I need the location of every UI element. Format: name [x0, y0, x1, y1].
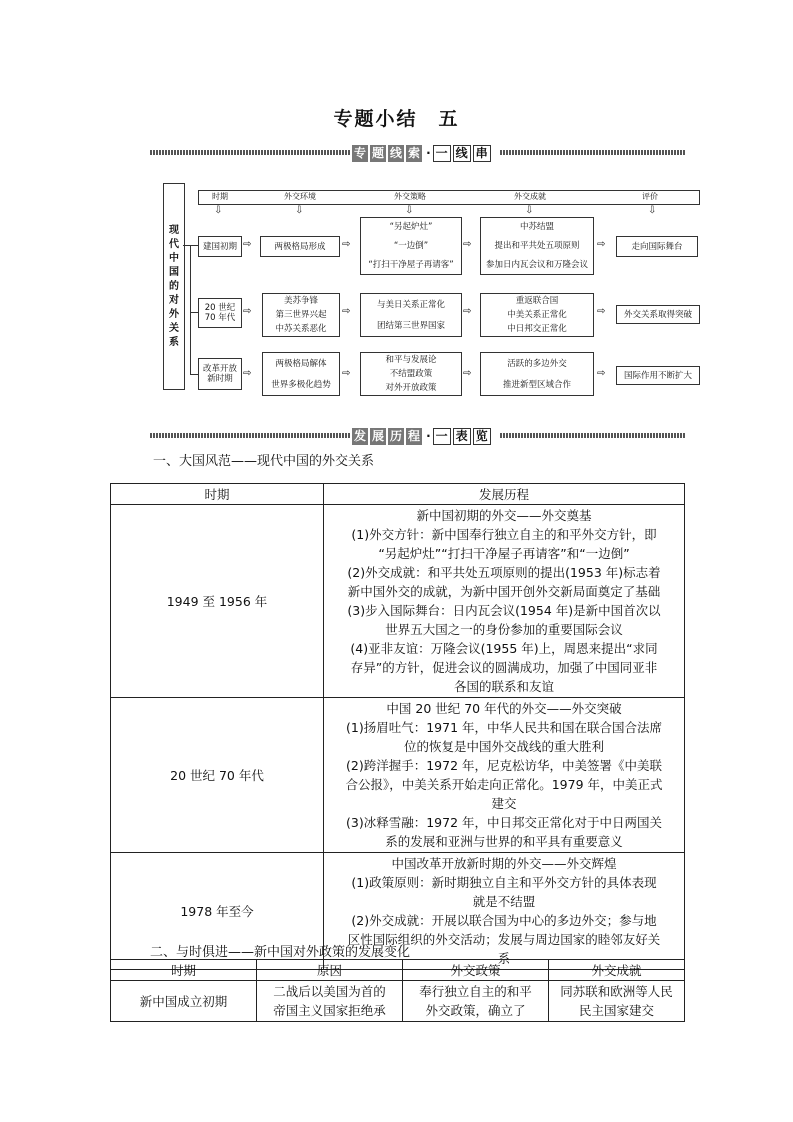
down-arrow: ⇩ [295, 205, 304, 216]
table-cell-period: 1949 至 1956 年 [111, 505, 324, 698]
banner-char: 历 [390, 428, 403, 443]
policy-table [110, 959, 685, 1022]
banner-char: 一 [433, 145, 451, 162]
diagram-header-eval: 评价 [642, 192, 658, 201]
banner-char: 线 [390, 145, 403, 160]
diagram-achieve-2: 重返联合国 中美关系正常化 中日邦交正常化 [480, 293, 594, 337]
diagram-strategy-3: 和平与发展论 不结盟政策 对外开放政策 [360, 352, 462, 396]
diagram-achieve-1: 中苏结盟 提出和平共处五项原则 参加日内瓦会议和万隆会议 [480, 217, 594, 275]
diagram-left-title: 现 代 中 国 的 对 外 关 系 [169, 224, 179, 348]
down-arrow: ⇩ [525, 205, 534, 216]
table-header: 原因 [257, 960, 403, 981]
table-cell-history: 中国改革开放新时期的外交——外交辉煌 (1)政策原则：新时期独立自主和平外交方针的具体表现 就是不结盟 (2)外交成就：开展以联合国为中心的多边外交；参与地 区性国际组织的外交活动；发展与周边国家的睦邻友好关 系 [324, 853, 685, 970]
banner-char: 表 [453, 428, 471, 445]
table-cell-history: 新中国初期的外交——外交奠基 (1)外交方针：新中国奉行独立自主的和平外交方针，即 “另起炉灶”“打扫干净屋子再请客”和“一边倒” (2)外交成就：和平共处五项原则的提出(1953 年)标志着 新中国外交的成就，为新中国开创外交新局面奠定了基础 (3)步入国际舞台：日内瓦会议(1954 年)是新中国首次以 世界五大国之一的身份参加的重要国际会议 (4)亚非友谊：万隆会议(1955 年)上，周恩来提出“求同 存异”的方针，促进会议的圆满成功，加强了中国同亚非 各国的联系和友谊 [324, 505, 685, 698]
diagram-left-title-box [163, 183, 185, 390]
right-arrow: ⇨ [342, 368, 351, 379]
banner-dot: · [426, 429, 431, 443]
diagram-eval-1: 走向国际舞台 [616, 236, 698, 257]
banner-char: 题 [372, 145, 385, 160]
table-cell-period: 20 世纪 70 年代 [111, 698, 324, 853]
banner-rule-right [500, 150, 685, 155]
diagram-env-1: 两极格局形成 [260, 236, 340, 257]
banner-char: 索 [408, 145, 421, 160]
right-arrow: ⇨ [342, 239, 351, 250]
table-cell-history: 中国 20 世纪 70 年代的外交——外交突破 (1)扬眉吐气：1971 年，中华人民共和国在联合国合法席 位的恢复是中国外交战线的重大胜利 (2)跨洋握手：1972 年，尼克松访华，中美签署《中美联 合公报》，中美关系开始走向正常化。1979 年，中美正式 建交 (3)冰释雪融：1972 年，中日邦交正常化对于中日两国关 系的发展和亚洲与世界的和平具有重要意义 [324, 698, 685, 853]
diagram-strategy-2: 与美日关系正常化 团结第三世界国家 [360, 293, 462, 337]
diagram-header-achieve: 外交成就 [514, 192, 546, 201]
right-arrow: ⇨ [597, 306, 606, 317]
diagram-period-1: 建国初期 [198, 236, 242, 257]
diagram-env-3: 两极格局解体 世界多极化趋势 [262, 352, 340, 396]
right-arrow: ⇨ [597, 239, 606, 250]
table-header: 外交政策 [403, 960, 549, 981]
table-row [111, 505, 685, 698]
right-arrow: ⇨ [243, 239, 252, 250]
right-arrow: ⇨ [463, 368, 472, 379]
right-arrow: ⇨ [243, 306, 252, 317]
down-arrow: ⇩ [648, 205, 657, 216]
page-title: 专题小结 五 [333, 108, 460, 130]
banner-char: 一 [433, 428, 451, 445]
diagram-eval-2: 外交关系取得突破 [616, 305, 700, 324]
banner-char: 线 [453, 145, 471, 162]
section-heading-2: 二、与时俱进——新中国对外政策的发展变化 [150, 945, 411, 960]
diagram-header-strategy: 外交策略 [394, 192, 426, 201]
banner-char: 串 [473, 145, 491, 162]
banner-clue [352, 143, 493, 163]
diagram-header-env: 外交环境 [284, 192, 316, 201]
table-cell: 奉行独立自主的和平 外交政策，确立了 [403, 981, 549, 1022]
table-row [111, 981, 685, 1022]
table-header: 外交成就 [549, 960, 685, 981]
section-heading-1: 一、大国风范——现代中国的外交关系 [153, 454, 375, 469]
banner-rule-left [150, 150, 350, 155]
table-cell: 二战后以美国为首的 帝国主义国家拒绝承 [257, 981, 403, 1022]
banner-char: 程 [408, 428, 421, 443]
banner-char: 览 [473, 428, 491, 445]
diagram-strategy-1: “另起炉灶” “一边倒” “打扫干净屋子再请客” [360, 217, 462, 275]
table-cell: 同苏联和欧洲等人民 民主国家建交 [549, 981, 685, 1022]
table-header-period: 时期 [111, 484, 324, 505]
diagram-eval-3: 国际作用不断扩大 [616, 366, 700, 385]
banner-char: 发 [354, 428, 367, 443]
banner-char: 专 [354, 145, 367, 160]
table-cell: 新中国成立初期 [111, 981, 257, 1022]
diagram-header-bar [198, 190, 700, 205]
banner-rule-right [500, 433, 685, 438]
right-arrow: ⇨ [342, 306, 351, 317]
banner-history [352, 426, 493, 446]
table-header: 时期 [111, 960, 257, 981]
banner-rule-left [150, 433, 350, 438]
right-arrow: ⇨ [463, 306, 472, 317]
diagram-env-2: 美苏争锋 第三世界兴起 中苏关系恶化 [262, 293, 340, 337]
diagram-period-3: 改革开放 新时期 [198, 358, 242, 390]
banner-char: 展 [372, 428, 385, 443]
table-row [111, 698, 685, 853]
history-table [110, 483, 685, 970]
down-arrow: ⇩ [405, 205, 414, 216]
table-cell-period: 1978 年至今 [111, 853, 324, 970]
right-arrow: ⇨ [463, 239, 472, 250]
right-arrow: ⇨ [243, 368, 252, 379]
diagram-period-2: 20 世纪 70 年代 [198, 298, 242, 328]
down-arrow: ⇩ [214, 205, 223, 216]
banner-dot: · [426, 146, 431, 160]
connector [190, 374, 198, 375]
diagram-header-period: 时期 [212, 192, 228, 201]
table-header-history: 发展历程 [324, 484, 685, 505]
connector [190, 245, 191, 375]
right-arrow: ⇨ [597, 368, 606, 379]
diagram-achieve-3: 活跃的多边外交 推进新型区域合作 [480, 352, 594, 396]
connector [190, 312, 198, 313]
